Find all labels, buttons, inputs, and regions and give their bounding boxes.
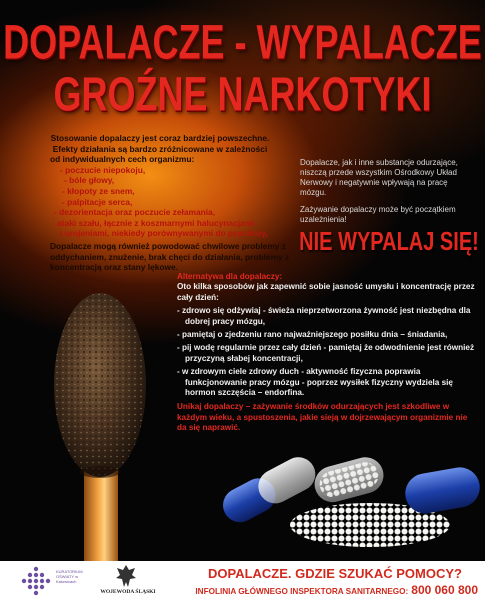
eagle-emblem-icon <box>115 563 137 589</box>
logo1-label: KURATORIUM OŚWIATY w Katowicach <box>56 569 83 584</box>
effect-item: i urojeniami, niekiedy porównywanymi do psychozy, <box>60 228 268 239</box>
footer <box>0 561 485 600</box>
right-info-block <box>300 158 475 232</box>
hotline-label: INFOLINIA GŁÓWNEGO INSPEKTORA SANITARNEGO: <box>195 587 409 596</box>
alternative-block <box>177 272 477 442</box>
effect-item: - kłopoty ze snem, <box>62 185 135 196</box>
intro-line-3: od indywidualnych cech organizmu: <box>50 154 195 165</box>
intro-line-1: Stosowanie dopalaczy jest coraz bardziej powszechne. <box>50 133 270 143</box>
intro-block <box>50 133 300 273</box>
hotline-number[interactable]: 800 060 800 <box>411 583 478 597</box>
side-effects-text: Dopalacze mogą również powodować chwilowe problemy z oddychaniem, znużenie, brak chęci do działania, problemy z koncentracją oraz stany lękowe. <box>50 240 290 273</box>
help-heading: DOPALACZE. GDZIE SZUKAĆ POMOCY? <box>208 566 462 581</box>
intro-line-2: Efekty działania są bardzo zróżnicowane w zależności <box>52 143 268 154</box>
title-line-2: GROŹNE NARKOTYKI <box>53 66 432 122</box>
hotline <box>186 583 478 597</box>
cns-warning-text: Dopalacze, jak i inne substancje odurzające, niszczą przede wszystkim Ośrodkowy Układ Nerwowy i negatywnie wpływają na pracę mózgu. <box>300 158 458 197</box>
dots-logo-icon <box>20 565 52 597</box>
burnt-match-icon <box>40 290 160 565</box>
alternative-item: - pamiętaj o zjedzeniu rano najważniejszego posiłku dnia – śniadania, <box>177 330 448 340</box>
effects-list <box>50 165 300 239</box>
effect-item: - dezorientacja oraz poczucie zełamania, <box>54 207 216 218</box>
alternative-intro: Oto kilka sposobów jak zapewnić sobie jasność umysłu i koncentrację przez cały dzień: <box>177 282 475 302</box>
capsules-image <box>205 430 485 560</box>
slogan: NIE WYPALAJ SIĘ! <box>299 228 479 257</box>
alternative-item: - pij wodę regularnie przez cały dzień - pamiętaj że odwodnienie jest również przyczyną słabej koncentracji, <box>177 343 475 363</box>
alternative-list <box>177 306 477 398</box>
alternative-item: - zdrowo się odżywiaj - świeża nieprzetworzona żywność jest niezbędna dla dobrej pracy mózgu, <box>177 306 471 326</box>
effect-item: - ataki szału, łącznie z koszmarnymi halucynacjami <box>52 217 255 228</box>
logo2-label: WOJEWODA ŚLĄSKI <box>100 589 156 595</box>
effect-item: - bóle głowy, <box>64 175 115 186</box>
addiction-warning-text: Zażywanie dopalaczy może być początkiem uzależnienia! <box>300 205 456 224</box>
effect-item: - poczucie niepokoju, <box>60 164 146 175</box>
alternative-item: - w zdrowym ciele zdrowy duch - aktywność fizyczna poprawia funkcjonowanie pracy mózgu - poprzez wysiłek fizyczny wydziela się hormon szczęścia – endorfina. <box>177 367 453 398</box>
title-line-1: DOPALACZE - WYPALACZE <box>3 14 482 70</box>
avoid-warning: Unikaj dopalaczy – zażywanie środków odurzających jest szkodliwe w każdym wieku, a spustoszenia, jakie sieją w dojrzewającym organizmie nie da się naprawić. <box>177 402 468 433</box>
effect-item: - palpitacje serca, <box>62 196 133 207</box>
alternative-heading: Alternatywa dla dopalaczy: <box>177 272 283 281</box>
